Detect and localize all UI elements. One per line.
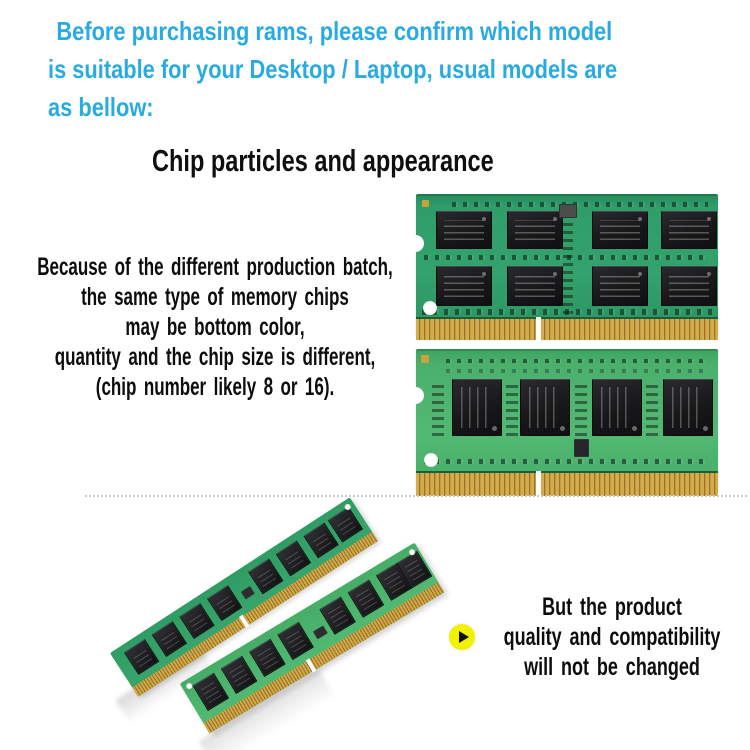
note-line: quantity and the chip size is different, bbox=[54, 343, 376, 371]
memory-chip bbox=[207, 585, 243, 621]
capacitor-column bbox=[646, 381, 658, 436]
side-notch bbox=[407, 235, 424, 252]
fiducial-dot bbox=[421, 355, 429, 363]
note-line: the same type of memory chips bbox=[81, 283, 349, 311]
capacitor-row bbox=[446, 359, 710, 363]
intro-text bbox=[48, 12, 686, 126]
left-note bbox=[11, 252, 419, 402]
memory-chip bbox=[124, 639, 160, 675]
note-line: (chip number likely 8 or 16). bbox=[95, 373, 335, 401]
ram-dimm-photo bbox=[95, 505, 455, 750]
right-note bbox=[432, 592, 750, 682]
capacitor-row bbox=[424, 255, 710, 260]
memory-chip bbox=[276, 540, 312, 576]
spd-chip bbox=[559, 204, 577, 218]
pcb-board bbox=[416, 349, 718, 492]
memory-chip bbox=[221, 656, 258, 695]
section-title: Chip particles and appearance bbox=[152, 143, 494, 178]
capacitor-column bbox=[432, 381, 444, 436]
memory-chip bbox=[507, 266, 563, 306]
memory-chip bbox=[249, 639, 286, 678]
mounting-hole bbox=[424, 453, 438, 467]
memory-chip bbox=[436, 266, 492, 306]
dotted-separator bbox=[85, 495, 747, 497]
note-line: may be bottom color, bbox=[125, 313, 305, 341]
memory-chip bbox=[520, 379, 570, 436]
intro-line: Before purchasing rams, please confirm which model bbox=[56, 16, 613, 46]
mounting-hole bbox=[423, 301, 437, 315]
gold-pin-edge bbox=[416, 471, 718, 496]
pcb-board bbox=[416, 194, 718, 336]
smd-component bbox=[313, 625, 328, 639]
memory-chip bbox=[151, 621, 187, 657]
smd-component bbox=[241, 586, 255, 600]
capacitor-column bbox=[506, 381, 518, 436]
memory-chip bbox=[592, 211, 648, 249]
intro-line: as bellow: bbox=[48, 92, 154, 122]
gold-pin-edge bbox=[416, 317, 718, 340]
key-notch bbox=[536, 471, 541, 497]
memory-chip bbox=[436, 211, 492, 249]
memory-chip bbox=[179, 603, 215, 639]
ram-sodimm-photo-bottom bbox=[416, 349, 718, 492]
intro-line: is suitable for your Desktop / Laptop, usual models are bbox=[48, 54, 618, 84]
note-line: quality and compatibility bbox=[503, 623, 721, 651]
memory-chip bbox=[661, 266, 717, 306]
capacitor-row bbox=[452, 202, 708, 207]
key-notch bbox=[536, 317, 541, 341]
capacitor-row bbox=[446, 369, 710, 373]
memory-chip bbox=[248, 558, 284, 594]
memory-chip bbox=[592, 379, 642, 436]
capacitor-row bbox=[424, 459, 710, 464]
memory-chip bbox=[192, 673, 229, 712]
memory-chip bbox=[347, 579, 384, 618]
note-line: But the product bbox=[542, 593, 682, 621]
smd-component bbox=[574, 439, 589, 457]
memory-chip bbox=[661, 211, 717, 249]
capacitor-column bbox=[563, 220, 573, 314]
memory-chip bbox=[452, 379, 502, 436]
memory-chip bbox=[277, 622, 314, 661]
capacitor-column bbox=[575, 381, 587, 436]
side-notch bbox=[407, 387, 424, 404]
memory-chip bbox=[507, 211, 563, 249]
memory-chip bbox=[663, 379, 713, 436]
capacitor-row bbox=[422, 309, 712, 315]
memory-chip bbox=[592, 266, 648, 306]
ram-sodimm-photo-top bbox=[416, 194, 718, 336]
fiducial-dot bbox=[422, 200, 429, 207]
note-line: will not be changed bbox=[524, 653, 700, 681]
note-line: Because of the different production batch, bbox=[37, 253, 393, 281]
mounting-hole bbox=[185, 682, 193, 690]
